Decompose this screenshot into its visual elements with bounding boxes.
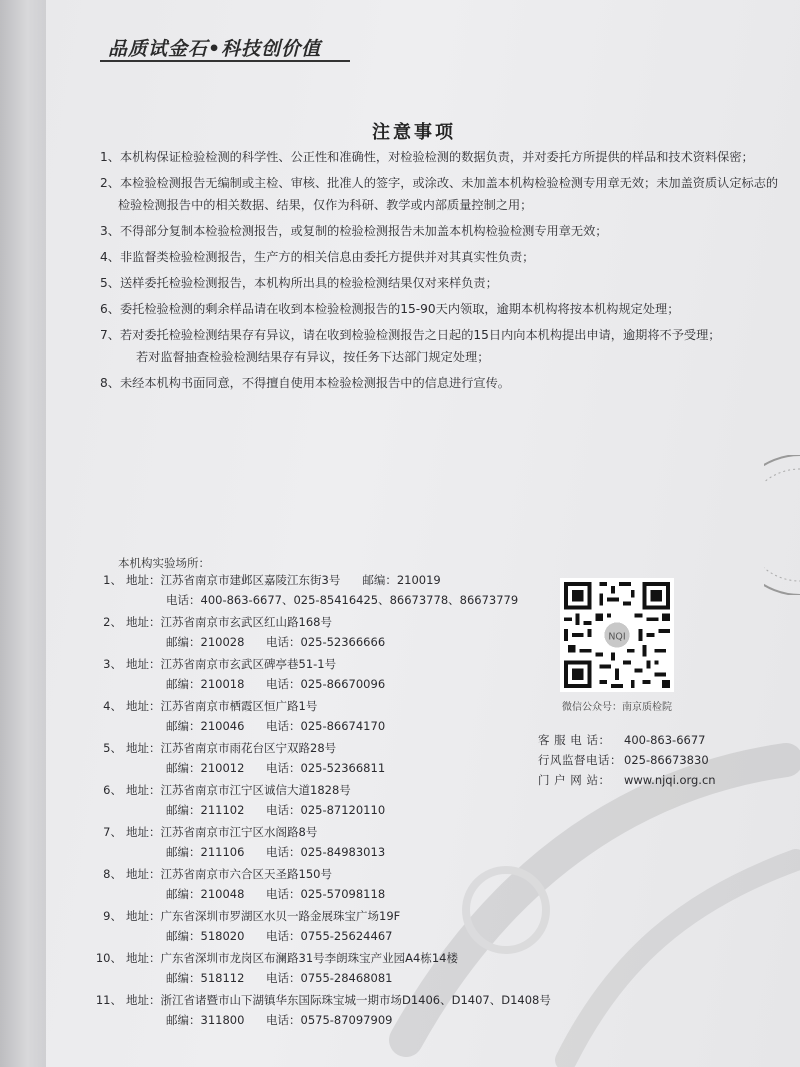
lab-phone: 电话：025-87120110	[266, 803, 386, 817]
contact-line: 客 服 电 话： 400-863-6677	[538, 733, 706, 747]
notice-item: 4、非监督类检验检测报告，生产方的相关信息由委托方提供并对其真实性负责；	[100, 250, 535, 264]
contact-line: 行风监督电话： 025-86673830	[538, 753, 709, 767]
lab-entry: 6、 地址：江苏省南京市江宁区诚信大道1828号 邮编：211102 电话：025-87120110	[94, 780, 564, 820]
contact-line: 门 户 网 站： www.njqi.org.cn	[538, 773, 716, 787]
page-title: 注意事项	[372, 122, 456, 143]
lab-postcode: 邮编：211102	[166, 803, 245, 817]
document-page	[46, 0, 800, 1067]
lab-phone: 电话：400-863-6677、025-85416425、86673778、86673779	[166, 593, 519, 607]
lab-postcode: 邮编：211106	[166, 845, 245, 859]
labs-list	[94, 570, 564, 1032]
lab-address: 地址：江苏省南京市建邺区嘉陵江东街3号	[126, 573, 341, 587]
labs-heading: 本机构实验场所：	[118, 556, 210, 570]
lab-postcode: 邮编：210048	[166, 887, 245, 901]
lab-address: 地址：浙江省诸暨市山下湖镇华东国际珠宝城一期市场D1406、D1407、D1408号	[126, 993, 551, 1007]
lab-entry: 8、 地址：江苏省南京市六合区天圣路150号 邮编：210048 电话：025-57098118	[94, 864, 564, 904]
notice-item: 6、委托检验检测的剩余样品请在收到本检验检测报告的15-90天内领取，逾期本机构将按本机构规定处理；	[100, 302, 680, 316]
lab-address: 地址：江苏省南京市雨花台区宁双路28号	[126, 741, 337, 755]
lab-postcode: 邮编：210028	[166, 635, 245, 649]
wechat-qr-code	[560, 578, 674, 692]
lab-entry: 1、 地址：江苏省南京市建邺区嘉陵江东街3号 邮编：210019 电话：400-863-6677、025-85416425、86673778、86673779	[94, 570, 564, 610]
lab-phone: 电话：025-86674170	[266, 719, 386, 733]
binding-shadow	[0, 0, 46, 1067]
lab-entry: 3、 地址：江苏省南京市玄武区碑亭巷51-1号 邮编：210018 电话：025-86670096	[94, 654, 564, 694]
qr-caption: 微信公众号：南京质检院	[562, 702, 672, 713]
notice-item: 7、若对委托检验检测结果存有异议，请在收到检验检测报告之日起的15日内向本机构提出申请，逾期将不予受理； 若对监督抽查检验检测结果存有异议，按任务下达部门规定处理；	[100, 324, 790, 368]
header-slogan: 品质试金石•科技创价值	[108, 38, 322, 60]
lab-entry: 7、 地址：江苏省南京市江宁区水阁路8号 邮编：211106 电话：025-84983013	[94, 822, 564, 862]
lab-phone: 电话：0755-28468081	[266, 971, 393, 985]
lab-postcode: 邮编：210018	[166, 677, 245, 691]
lab-phone: 电话：0755-25624467	[266, 929, 393, 943]
lab-address: 地址：江苏省南京市玄武区红山路168号	[126, 615, 332, 629]
lab-address: 地址：江苏省南京市江宁区水阁路8号	[126, 825, 318, 839]
lab-phone: 电话：025-52366811	[266, 761, 386, 775]
lab-phone: 电话：025-57098118	[266, 887, 386, 901]
lab-entry: 10、 地址：广东省深圳市龙岗区布澜路31号李朗珠宝产业园A4栋14楼 邮编：518112 电话：0755-28468081	[94, 948, 564, 988]
notice-item: 1、本机构保证检验检测的科学性、公正性和准确性，对检验检测的数据负责，并对委托方所提供的样品和技术资料保密；	[100, 150, 754, 164]
lab-postcode: 邮编：518112	[166, 971, 245, 985]
lab-entry: 5、 地址：江苏省南京市雨花台区宁双路28号 邮编：210012 电话：025-52366811	[94, 738, 564, 778]
notice-continuation: 若对监督抽查检验检测结果存有异议，按任务下达部门规定处理；	[136, 350, 490, 364]
lab-postcode: 邮编：210046	[166, 719, 245, 733]
lab-address: 地址：广东省深圳市罗湖区水贝一路金展珠宝广场19F	[126, 909, 401, 923]
lab-postcode: 邮编：518020	[166, 929, 245, 943]
lab-entry: 9、 地址：广东省深圳市罗湖区水贝一路金展珠宝广场19F 邮编：518020 电话：0755-25624467	[94, 906, 564, 946]
lab-address: 地址：江苏省南京市栖霞区恒广路1号	[126, 699, 318, 713]
lab-address: 地址：江苏省南京市玄武区碑亭巷51-1号	[126, 657, 337, 671]
lab-entry: 4、 地址：江苏省南京市栖霞区恒广路1号 邮编：210046 电话：025-86674170	[94, 696, 564, 736]
notice-item: 2、本检验检测报告无编制或主检、审核、批准人的签字，或涂改、未加盖本机构检验检测专用章无效；未加盖资质认定标志的检验检测报告中的相关数据、结果，仅作为科研、教学或内部质量控制之用；	[100, 176, 779, 212]
lab-address: 地址：江苏省南京市六合区天圣路150号	[126, 867, 332, 881]
lab-entry: 11、 地址：浙江省诸暨市山下湖镇华东国际珠宝城一期市场D1406、D1407、D1408号 邮编：311800 电话：0575-87097909	[94, 990, 564, 1030]
lab-postcode: 邮编：210012	[166, 761, 245, 775]
lab-postcode: 邮编：210019	[362, 573, 441, 587]
lab-postcode: 邮编：311800	[166, 1013, 245, 1027]
qr-logo-text: NQI	[608, 631, 626, 643]
lab-phone: 电话：025-52366666	[266, 635, 386, 649]
notice-item: 5、送样委托检验检测报告，本机构所出具的检验检测结果仅对来样负责；	[100, 276, 498, 290]
lab-phone: 电话：0575-87097909	[266, 1013, 393, 1027]
notice-item: 3、不得部分复制本检验检测报告，或复制的检验检测报告未加盖本机构检验检测专用章无效；	[100, 224, 608, 238]
notice-list	[100, 146, 790, 398]
lab-address: 地址：江苏省南京市江宁区诚信大道1828号	[126, 783, 351, 797]
lab-phone: 电话：025-86670096	[266, 677, 386, 691]
contact-info	[538, 730, 716, 790]
round-stamp-edge	[764, 455, 800, 595]
lab-entry: 2、 地址：江苏省南京市玄武区红山路168号 邮编：210028 电话：025-52366666	[94, 612, 564, 652]
notice-item: 8、未经本机构书面同意，不得擅自使用本检验检测报告中的信息进行宣传。	[100, 376, 510, 390]
lab-phone: 电话：025-84983013	[266, 845, 386, 859]
header-underline	[100, 60, 350, 62]
lab-address: 地址：广东省深圳市龙岗区布澜路31号李朗珠宝产业园A4栋14楼	[126, 951, 458, 965]
